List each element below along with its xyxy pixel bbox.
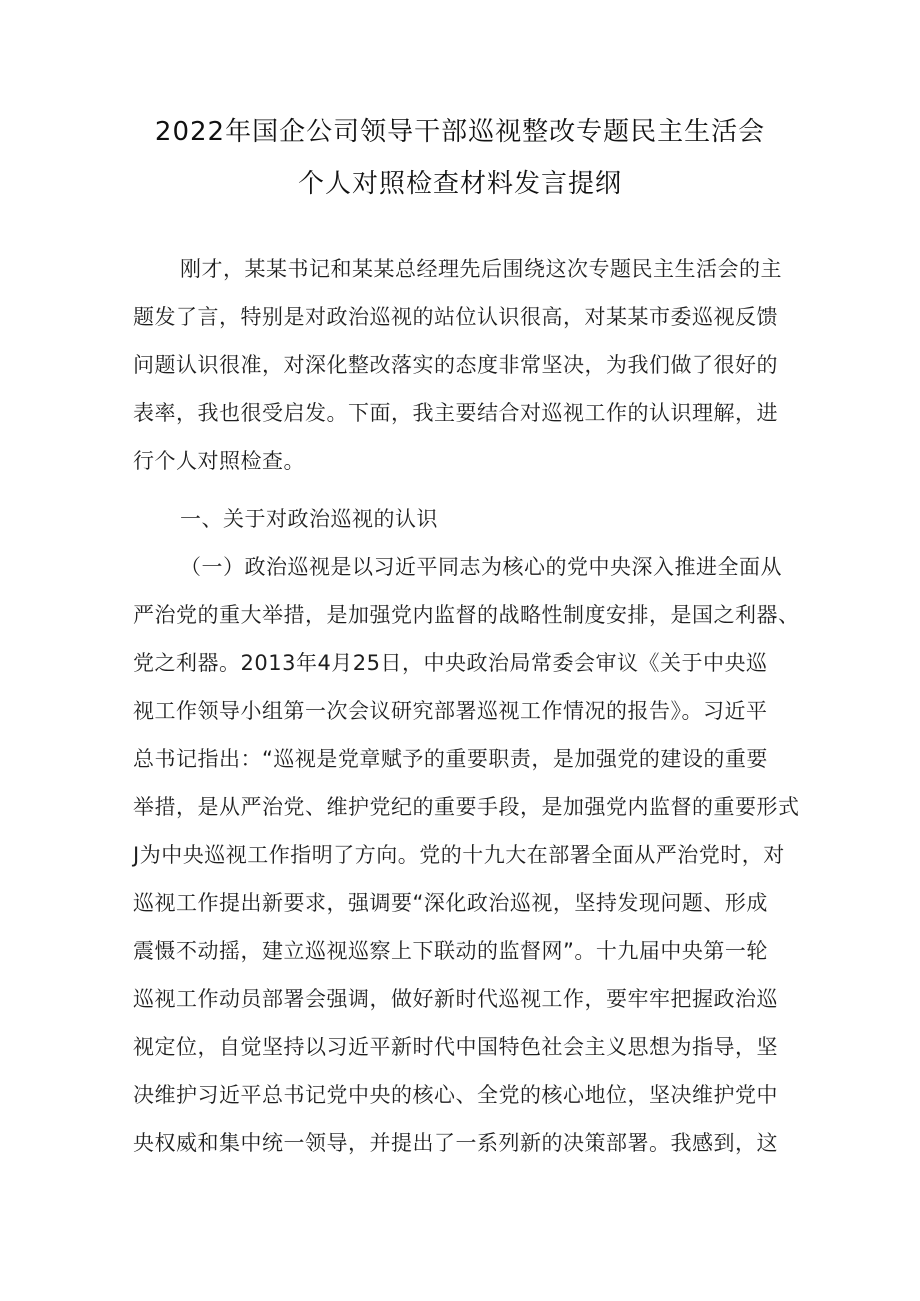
body-line: 视定位，自觉坚持以习近平新时代中国特色社会主义思想为指导，坚 xyxy=(133,1035,778,1059)
body-line: （一）政治巡视是以习近平同志为核心的党中央深入推进全面从 xyxy=(180,555,782,579)
body-line: 震慑不动摇，建立巡视巡察上下联动的监督网”。十九届中央第一轮 xyxy=(133,939,768,963)
body-line: 表率，我也很受启发。下面，我主要结合对巡视工作的认识理解，进 xyxy=(133,401,778,425)
body-line: 题发了言，特别是对政治巡视的站位认识很高，对某某市委巡视反馈 xyxy=(133,305,778,329)
body-line: 视工作领导小组第一次会议研究部署巡视工作情况的报告》。习近平 xyxy=(133,699,768,723)
document-title-line-1: 2022年国企公司领导干部巡视整改专题民主生活会 xyxy=(154,117,766,147)
body-line: 巡视工作动员部署会强调，做好新时代巡视工作，要牢牢把握政治巡 xyxy=(133,987,778,1011)
body-line: 巡视工作提出新要求，强调要“深化政治巡视，坚持发现问题、形成 xyxy=(133,891,768,915)
body-line: 举措，是从严治党、维护党纪的重要手段，是加强党内监督的重要形式 xyxy=(133,795,800,819)
body-line: 刚才，某某书记和某某总经理先后围绕这次专题民主生活会的主 xyxy=(180,257,782,281)
body-line: 严治党的重大举措，是加强党内监督的战略性制度安排，是国之利器、 xyxy=(133,603,800,627)
body-line: 总书记指出：“巡视是党章赋予的重要职责，是加强党的建设的重要 xyxy=(133,747,768,771)
body-line: 党之利器。2013年4月25日，中央政治局常委会审议《关于中央巡 xyxy=(133,651,768,675)
body-line: 央权威和集中统一领导，并提出了一系列新的决策部署。我感到，这 xyxy=(133,1131,778,1155)
body-line: 行个人对照检查。 xyxy=(133,449,305,473)
document-title-line-2: 个人对照检查材料发言提纲 xyxy=(297,169,622,199)
section-heading: 一、关于对政治巡视的认识 xyxy=(180,507,438,531)
body-line: 问题认识很准，对深化整改落实的态度非常坚决，为我们做了很好的 xyxy=(133,353,778,377)
body-line: J为中央巡视工作指明了方向。党的十九大在部署全面从严治党时，对 xyxy=(133,843,785,867)
body-line: 决维护习近平总书记党中央的核心、全党的核心地位，坚决维护党中 xyxy=(133,1083,778,1107)
